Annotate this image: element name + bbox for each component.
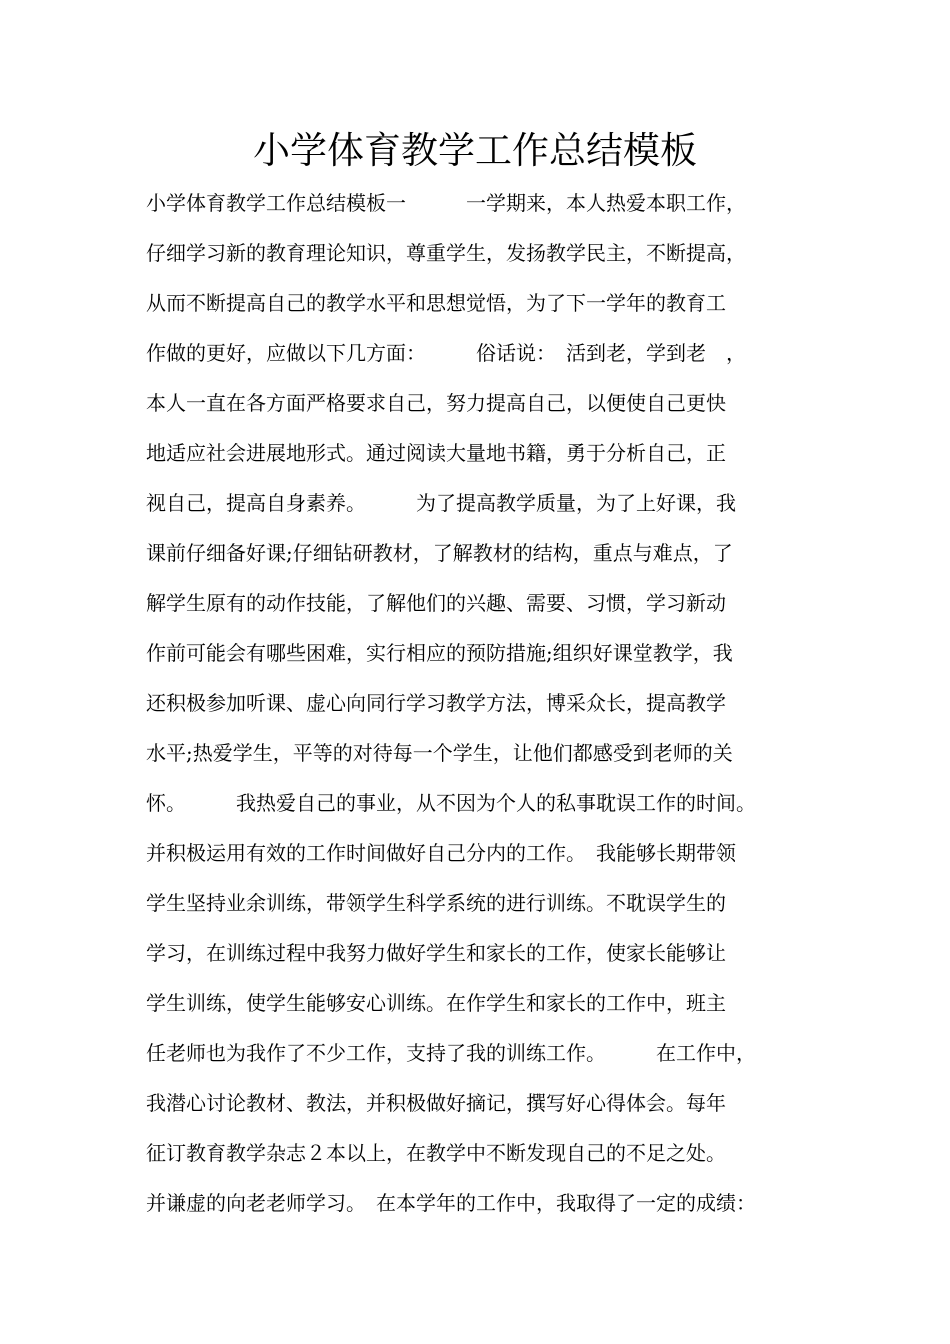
- body-line: 仔细学习新的教育理论知识，尊重学生，发扬教学民主，不断提高，: [146, 241, 746, 265]
- body-line: 小学体育教学工作总结模板一 一学期来，本人热爱本职工作，: [146, 191, 746, 215]
- body-line: 并积极运用有效的工作时间做好自己分内的工作。 我能够长期带领: [146, 841, 736, 865]
- body-line: 解学生原有的动作技能，了解他们的兴趣、需要、习惯，学习新动: [146, 591, 726, 615]
- body-line: 地适应社会进展地形式。通过阅读大量地书籍，勇于分析自己，正: [146, 441, 726, 465]
- body-line: 任老师也为我作了不少工作，支持了我的训练工作。 在工作中，: [146, 1041, 756, 1065]
- body-line: 征订教育教学杂志２本以上，在教学中不断发现自己的不足之处。: [146, 1141, 726, 1165]
- body-line: 作前可能会有哪些困难，实行相应的预防措施;组织好课堂教学，我: [146, 641, 733, 665]
- document-body: [146, 178, 836, 1228]
- body-line: 怀。 我热爱自己的事业，从不因为个人的私事耽误工作的时间。: [146, 791, 756, 815]
- body-line: 视自己，提高自身素养。 为了提高教学质量，为了上好课，我: [146, 491, 736, 515]
- body-line: 还积极参加听课、虚心向同行学习教学方法，博采众长，提高教学: [146, 691, 726, 715]
- document-title: 小学体育教学工作总结模板: [253, 129, 697, 172]
- body-line: 学习，在训练过程中我努力做好学生和家长的工作，使家长能够让: [146, 941, 726, 965]
- body-line: 并谦虚的向老老师学习。 在本学年的工作中，我取得了一定的成绩：: [146, 1191, 756, 1215]
- body-line: 我潜心讨论教材、教法，并积极做好摘记，撰写好心得体会。每年: [146, 1091, 726, 1115]
- body-line: 作做的更好，应做以下几方面： 俗话说： 活到老，学到老 ，: [146, 341, 746, 365]
- body-line: 从而不断提高自己的教学水平和思想觉悟，为了下一学年的教育工: [146, 291, 726, 315]
- body-line: 本人一直在各方面严格要求自己，努力提高自己，以便使自己更快: [146, 391, 726, 415]
- body-line: 学生坚持业余训练，带领学生科学系统的进行训练。不耽误学生的: [146, 891, 726, 915]
- body-line: 课前仔细备好课;仔细钻研教材，了解教材的结构，重点与难点，了: [146, 541, 733, 565]
- body-line: 水平;热爱学生，平等的对待每一个学生，让他们都感受到老师的关: [146, 741, 733, 765]
- body-line: 学生训练，使学生能够安心训练。在作学生和家长的工作中，班主: [146, 991, 726, 1015]
